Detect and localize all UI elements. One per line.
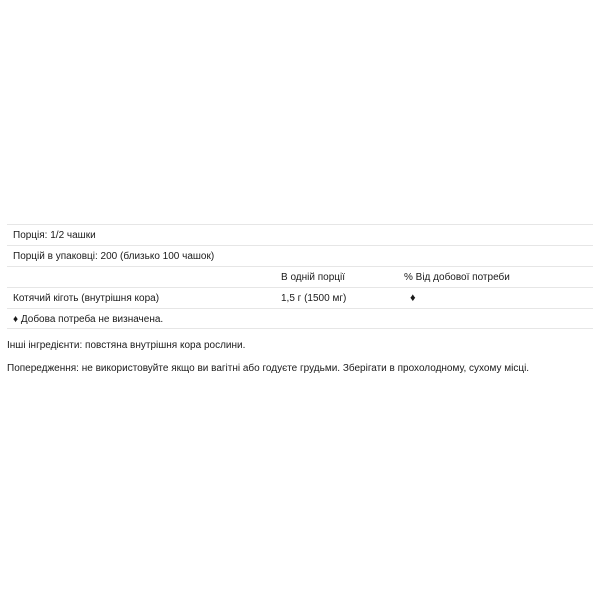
daily-value-column-header: % Від добової потреби <box>404 272 510 283</box>
servings-per-container-row <box>7 245 593 266</box>
warnings-text: Попередження: не використовуйте якщо ви вагітні або годуєте грудьми. Зберігати в прохолодному, сухому місці. <box>7 363 530 374</box>
ingredient-amount: 1,5 г (1500 мг) <box>281 293 347 304</box>
servings-per-container-text: Порцій в упаковці: 200 (близько 100 чашок) <box>13 251 215 262</box>
daily-value-not-established-mark: ♦ <box>410 292 416 304</box>
footnote-row <box>7 308 593 329</box>
supplement-facts-table <box>7 224 593 329</box>
daily-value-footnote: ♦ Добова потреба не визначена. <box>13 314 164 325</box>
ingredient-name: Котячий кіготь (внутрішня кора) <box>13 293 160 304</box>
table-row <box>7 287 593 308</box>
serving-size-row <box>7 224 593 245</box>
table-header-row <box>7 266 593 287</box>
other-ingredients-text: Інші інгредієнти: повстяна внутрішня кора рослини. <box>7 340 246 351</box>
amount-column-header: В одній порції <box>281 272 345 283</box>
serving-size-text: Порція: 1/2 чашки <box>13 230 96 241</box>
